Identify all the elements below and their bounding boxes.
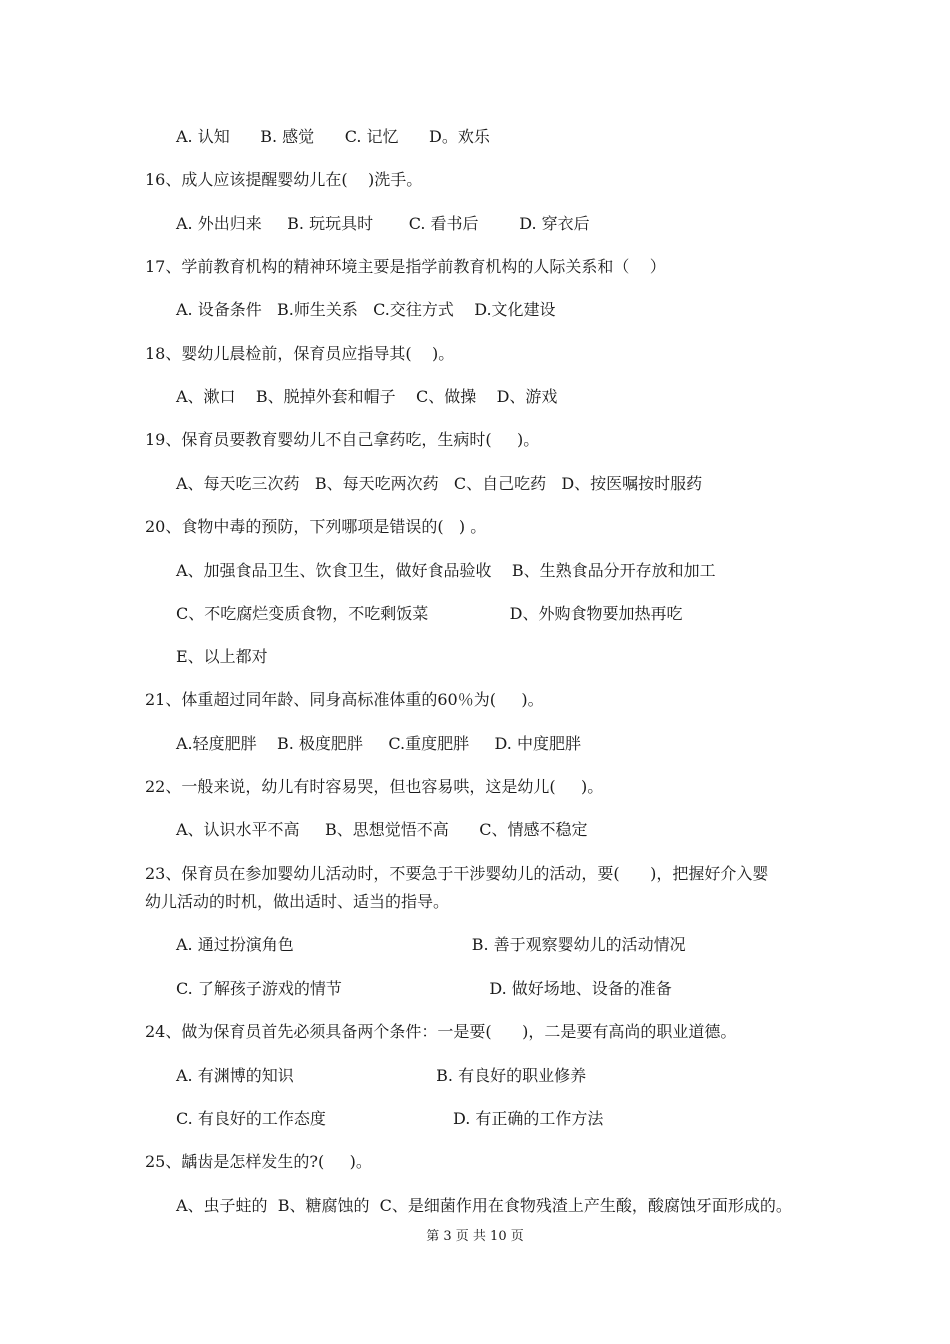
option-line: A.轻度肥胖 B. 极度肥胖 C.重度肥胖 D. 中度肥胖 (176, 734, 581, 753)
option-line: C. 了解孩子游戏的情节 D. 做好场地、设备的准备 (176, 979, 672, 998)
question-23: 23、保育员在参加婴幼儿活动时，不要急于干涉婴幼儿的活动，要( )，把握好介入婴 (145, 864, 769, 883)
option-line: C. 有良好的工作态度 D. 有正确的工作方法 (176, 1109, 604, 1128)
option-line: A、每天吃三次药 B、每天吃两次药 C、自己吃药 D、按医嘱按时服药 (176, 474, 703, 493)
question-22: 22、一般来说，幼儿有时容易哭，但也容易哄，这是幼儿( )。 (145, 777, 604, 796)
question-19: 19、保育员要教育婴幼儿不自己拿药吃，生病时( )。 (145, 430, 540, 449)
question-25: 25、龋齿是怎样发生的?( )。 (145, 1152, 372, 1171)
option-line: C、不吃腐烂变质食物，不吃剩饭菜 D、外购食物要加热再吃 (176, 604, 683, 623)
option-line: A. 有渊博的知识 B. 有良好的职业修养 (176, 1066, 587, 1085)
option-line: A. 设备条件 B.师生关系 C.交往方式 D.文化建设 (176, 300, 556, 319)
question-16: 16、成人应该提醒婴幼儿在( )洗手。 (145, 170, 423, 189)
question-23-continued: 幼儿活动的时机，做出适时、适当的指导。 (145, 892, 450, 911)
option-line: A、漱口 B、脱掉外套和帽子 C、做操 D、游戏 (176, 387, 558, 406)
question-18: 18、婴幼儿晨检前，保育员应指导其( )。 (145, 344, 455, 363)
page-footer: 第 3 页 共 10 页 (426, 1229, 524, 1244)
option-line: A. 认知 B. 感觉 C. 记忆 D。欢乐 (176, 127, 490, 146)
option-line: A、虫子蛀的 B、糖腐蚀的 C、是细菌作用在食物残渣上产生酸，酸腐蚀牙面形成的。 (176, 1196, 792, 1215)
question-17: 17、学前教育机构的精神环境主要是指学前教育机构的人际关系和（ ） (145, 257, 666, 276)
option-line: A. 通过扮演角色 B. 善于观察婴幼儿的活动情况 (176, 935, 686, 954)
option-line: A、加强食品卫生、饮食卫生，做好食品验收 B、生熟食品分开存放和加工 (176, 561, 716, 580)
option-line: E、以上都对 (176, 647, 268, 666)
option-line: A、认识水平不高 B、思想觉悟不高 C、情感不稳定 (176, 820, 588, 839)
question-21: 21、体重超过同年龄、同身高标准体重的60％为( )。 (145, 690, 544, 709)
question-20: 20、食物中毒的预防，下列哪项是错误的( ) 。 (145, 517, 487, 536)
option-line: A. 外出归来 B. 玩玩具时 C. 看书后 D. 穿衣后 (176, 214, 590, 233)
question-24: 24、做为保育员首先必须具备两个条件：一是要( )，二是要有高尚的职业道德。 (145, 1022, 737, 1041)
